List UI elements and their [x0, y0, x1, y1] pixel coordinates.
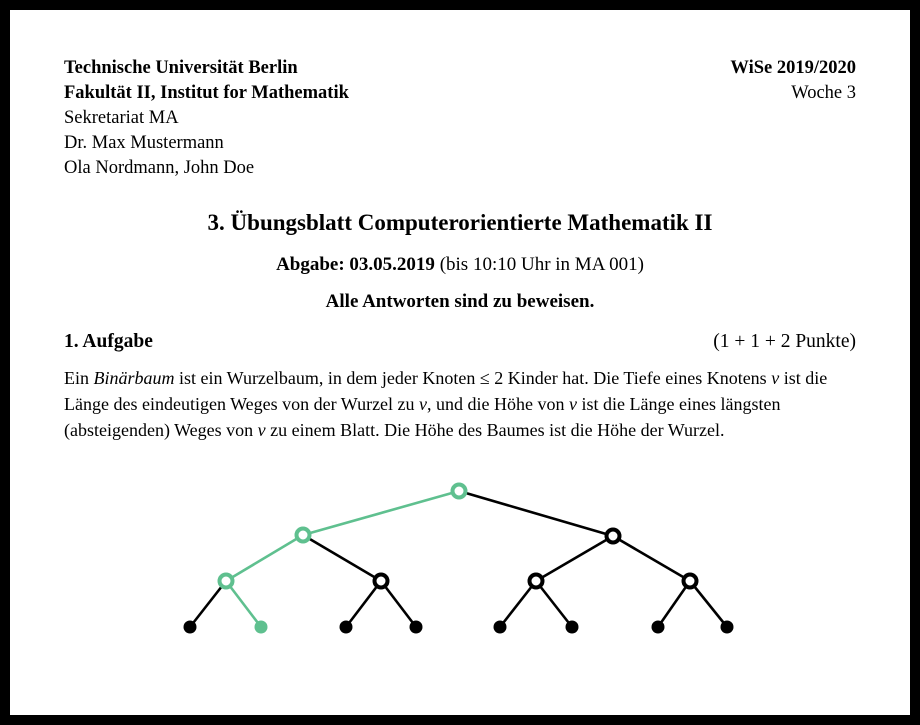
- assistants-line: Ola Nordmann, John Doe: [64, 158, 255, 178]
- tree-node-rr: [684, 575, 697, 588]
- paragraph-segment: , und die Höhe von: [427, 394, 570, 414]
- sheet-title: 3. Übungsblatt Computerorientierte Mathematik II: [207, 210, 713, 235]
- paragraph-segment: ist die Länge eines längsten (absteigenden) Weges von: [64, 394, 781, 440]
- tree-node-lr: [375, 575, 388, 588]
- tree-edge-rl-leaf6: [536, 581, 572, 627]
- submission-deadline: Abgabe: 03.05.2019: [276, 254, 435, 275]
- letterhead-right: [730, 56, 856, 106]
- tree-node-leaf3: [340, 621, 353, 634]
- tree-node-l: [297, 529, 310, 542]
- binary-tree-svg: [164, 469, 744, 639]
- task-points: (1 + 1 + 2 Punkte): [713, 331, 856, 352]
- page-content: [10, 10, 910, 639]
- tree-edge-r-rr: [613, 536, 690, 581]
- tree-edge-ll-leaf1: [190, 581, 226, 627]
- university-name: Technische Universität Berlin: [64, 58, 298, 78]
- math-var-v: v: [771, 368, 780, 388]
- term-binaerbaum: Binärbaum: [93, 368, 175, 388]
- tree-edge-lr-leaf4: [381, 581, 416, 627]
- submission-details: (bis 10:10 Uhr in MA 001): [434, 254, 644, 275]
- tree-node-leaf2: [255, 621, 268, 634]
- binary-tree-figure: [164, 469, 856, 639]
- tree-edge-l-ll: [226, 535, 303, 581]
- tree-node-rl: [530, 575, 543, 588]
- tree-edge-rr-leaf8: [690, 581, 727, 627]
- tree-edge-ll-leaf2: [226, 581, 261, 627]
- tree-edge-l-lr: [303, 535, 381, 581]
- tree-edge-lr-leaf3: [346, 581, 381, 627]
- tree-node-leaf7: [652, 621, 665, 634]
- task-paragraph: [64, 365, 856, 443]
- tree-edge-root-l: [303, 491, 459, 535]
- tree-edge-r-rl: [536, 536, 613, 581]
- tree-edge-rl-leaf5: [500, 581, 536, 627]
- submission-line: [64, 253, 856, 277]
- lecturer-line: Dr. Max Mustermann: [64, 133, 224, 153]
- tree-node-leaf1: [184, 621, 197, 634]
- task-heading: 1. Aufgabe: [64, 331, 153, 352]
- tree-node-leaf6: [566, 621, 579, 634]
- faculty-name: Fakultät II, Institut for Mathematik: [64, 83, 349, 103]
- tree-node-ll: [220, 575, 233, 588]
- letterhead-left: [64, 56, 349, 181]
- semester-label: WiSe 2019/2020: [730, 58, 856, 78]
- task-row: [64, 329, 856, 354]
- tree-node-root: [453, 485, 466, 498]
- paragraph-segment: ist ein Wurzelbaum, in dem jeder Knoten ≤ 2 Kinder hat. Die Tiefe eines Knotens: [174, 368, 772, 388]
- math-var-v: v: [419, 394, 428, 414]
- week-label: Woche 3: [791, 83, 856, 103]
- tree-node-r: [607, 530, 620, 543]
- tree-node-leaf5: [494, 621, 507, 634]
- tree-node-leaf8: [721, 621, 734, 634]
- secretariat-line: Sekretariat MA: [64, 108, 179, 128]
- letterhead: [64, 56, 856, 181]
- math-var-v: v: [569, 394, 578, 414]
- tree-edge-root-r: [459, 491, 613, 536]
- tree-node-leaf4: [410, 621, 423, 634]
- math-var-v: v: [257, 420, 266, 440]
- paragraph-segment: Ein: [64, 368, 94, 388]
- proof-notice: Alle Antworten sind zu beweisen.: [325, 291, 595, 312]
- paragraph-segment: ist die Länge des eindeutigen Weges von der Wurzel zu: [64, 368, 828, 414]
- paragraph-segment: zu einem Blatt. Die Höhe des Baumes ist die Höhe der Wurzel.: [265, 420, 725, 440]
